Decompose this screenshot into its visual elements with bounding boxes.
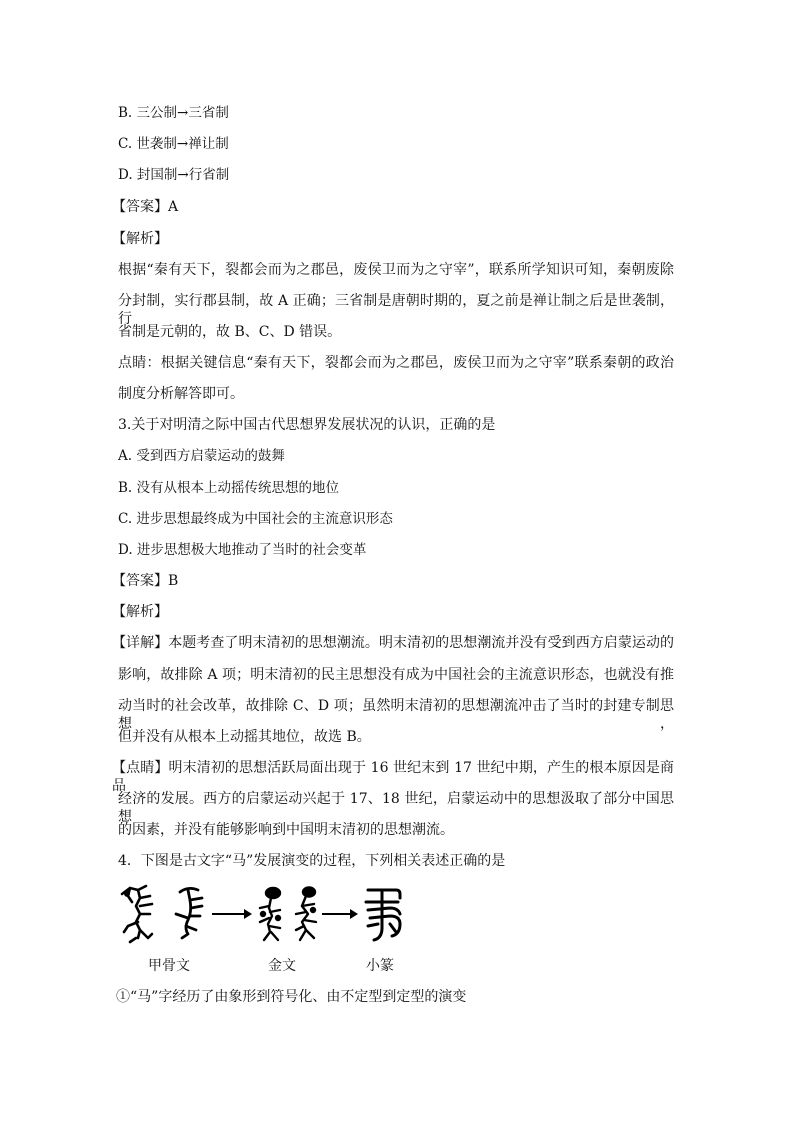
q3-analysis-label: 【解析】 xyxy=(112,604,168,620)
caption-oracle-bone: 甲骨文 xyxy=(148,958,190,974)
q2-option-d: D. 封国制→行省制 xyxy=(118,167,230,183)
bronze-ma-glyph-2 xyxy=(290,884,320,944)
q3-detail-line: 动当时的社会改革，故排除 C、D 项；虽然明末清初的思想潮流冲击了当时的封建专制思想， xyxy=(118,698,674,732)
q3-key-line: 的因素，并没有能够影响到中国明末清初的思想潮流。 xyxy=(118,822,454,838)
q2-option-c: C. 世袭制→禅让制 xyxy=(118,136,229,152)
caption-bronze: 金文 xyxy=(268,958,296,974)
q3-option-d: D. 进步思想极大地推动了当时的社会变革 xyxy=(118,542,367,558)
q2-analysis-line: 制度分析解答即可。 xyxy=(118,386,244,402)
q3-detail-line: 【详解】本题考查了明末清初的思想潮流。明末清初的思想潮流并没有受到西方启蒙运动的 xyxy=(112,635,674,651)
q3-answer: 【答案】B xyxy=(112,573,179,589)
q3-detail-line: 影响，故排除 A 项；明末清初的民主思想没有成为中国社会的主流意识形态，也就没有推 xyxy=(118,667,674,683)
q3-option-b: B. 没有从根本上动摇传统思想的地位 xyxy=(118,480,340,496)
q3-option-a: A. 受到西方启蒙运动的鼓舞 xyxy=(118,448,285,464)
arrow-1 xyxy=(212,913,250,915)
q3-option-c: C. 进步思想最终成为中国社会的主流意识形态 xyxy=(118,511,393,527)
oracle-bone-ma-glyph-2 xyxy=(172,884,206,942)
q2-option-b: B. 三公制→三省制 xyxy=(118,105,229,121)
caption-small-seal: 小篆 xyxy=(366,958,394,974)
q3-stem: 3.关于对明清之际中国古代思想界发展状况的认识，正确的是 xyxy=(118,417,496,433)
small-seal-ma-glyph xyxy=(360,884,406,944)
q2-analysis-line: 省制是元朝的，故 B、C、D 错误。 xyxy=(118,324,342,340)
q3-detail-line: 但并没有从根本上动摇其地位，故选 B。 xyxy=(118,729,371,745)
q2-analysis-line: 点睛：根据关键信息“秦有天下，裂都会而为之郡邑，废侯卫而为之守宰”联系秦朝的政治 xyxy=(118,355,674,371)
oracle-bone-ma-glyph-1 xyxy=(118,882,162,944)
q2-analysis-line: 分封制，实行郡县制，故 A 正确；三省制是唐朝时期的，夏之前是禅让制之后是世袭制，行 xyxy=(118,293,674,327)
q3-key-line: 经济的发展。西方的启蒙运动兴起于 17、18 世纪，启蒙运动中的思想汲取了部分中国思想 xyxy=(118,791,674,825)
bronze-ma-glyph-1 xyxy=(256,884,286,944)
q2-analysis-line: 根据“秦有天下，裂都会而为之郡邑，废侯卫而为之守宰”，联系所学知识可知，秦朝废除 xyxy=(118,262,674,278)
q2-answer: 【答案】A xyxy=(112,199,179,215)
q4-statement-1: ①“马”字经历了由象形到符号化、由不定型到定型的演变 xyxy=(116,989,467,1005)
q2-analysis-label: 【解析】 xyxy=(112,231,168,247)
arrow-2 xyxy=(322,913,356,915)
q3-key-line: 【点睛】明末清初的思想活跃局面出现于 16 世纪末到 17 世纪中期，产生的根本原因是商品 xyxy=(112,760,674,794)
q4-stem: 4．下图是古文字“马”发展演变的过程，下列相关表述正确的是 xyxy=(118,853,506,869)
